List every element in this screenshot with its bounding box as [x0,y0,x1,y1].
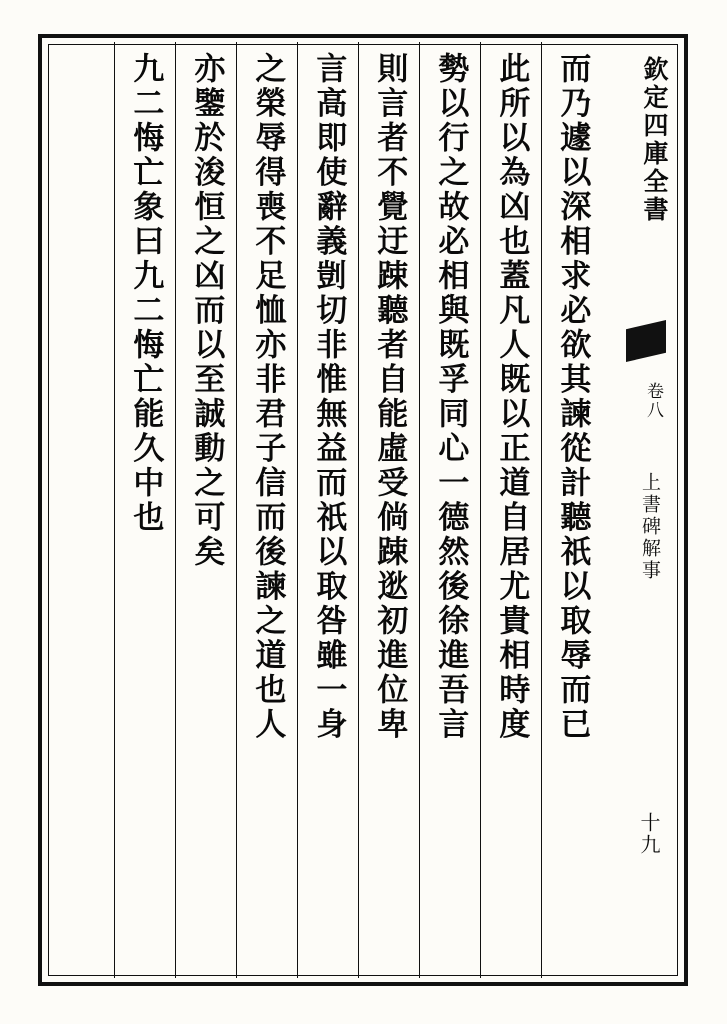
column-text: 之榮辱得喪不足恤亦非君子信而後諫之道也人 [249,52,286,742]
seal-mark-icon [626,320,666,362]
text-column [297,42,358,978]
text-column [114,42,175,978]
text-column [175,42,236,978]
column-text: 則言者不覺迂踈聽者自能虛受倘踈逖初進位卑 [371,52,408,742]
header-column [602,42,680,978]
column-text: 亦鑒於浚恒之凶而以至誠動之可矣 [188,52,225,570]
column-text: 此所以為凶也蓋凡人既以正道自居尤貴相時度 [493,52,530,742]
book-title: 欽定四庫全書 [640,56,669,224]
text-column-container [46,42,680,978]
text-column [419,42,480,978]
text-column [480,42,541,978]
section-subtitle: 上書碑解事 [639,472,661,582]
column-text: 九二悔亡象曰九二悔亡能久中也 [127,52,164,535]
text-column [358,42,419,978]
column-text: 勢以行之故必相與既孚同心一德然後徐進吾言 [432,52,469,742]
text-column [541,42,602,978]
text-column [236,42,297,978]
page-number: 十九 [637,812,661,856]
volume-label: 卷八 [643,382,663,420]
column-text: 言高即使辭義剴切非惟無益而祇以取咎雖一身 [310,52,347,742]
empty-column [62,42,114,978]
column-text: 而乃遽以深相求必欲其諫從計聽祇以取辱而已 [554,52,591,742]
